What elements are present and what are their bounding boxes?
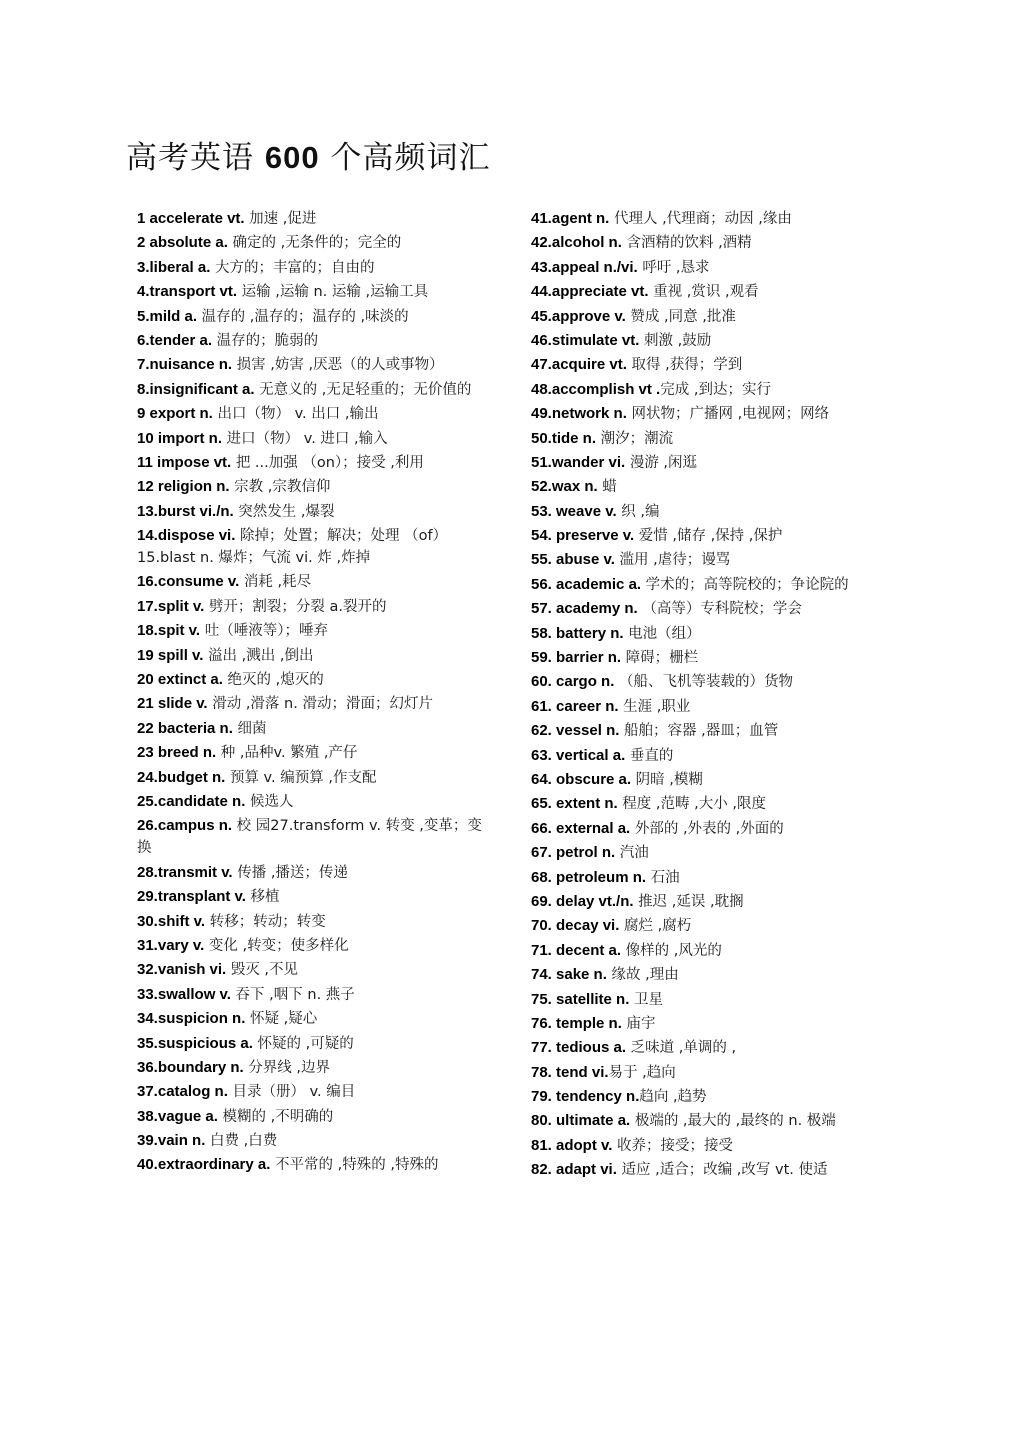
vocab-definition: 乏味道 ,单调的 ,: [626, 1040, 737, 1057]
vocab-definition: 预算 v. 编预算 ,作支配: [225, 769, 377, 786]
vocab-word: 66. external a.: [531, 819, 631, 837]
vocab-entry: [531, 891, 881, 913]
vocab-word: 23 breed n.: [137, 744, 217, 762]
vocab-entry: [137, 791, 487, 813]
vocab-entry: [531, 403, 881, 425]
vocab-word: 60. cargo n.: [531, 673, 615, 691]
vocab-definition: 蜡: [597, 479, 617, 496]
vocab-entry: [531, 281, 881, 303]
vocab-definition: 移植: [245, 889, 280, 906]
vocab-entry: [531, 306, 881, 328]
vocabulary-column-right: [531, 208, 881, 1184]
vocab-entry: [531, 867, 881, 889]
vocab-definition: 织 ,编: [616, 503, 660, 520]
vocab-word: 50.tide n.: [531, 429, 597, 447]
vocab-entry: [137, 1154, 487, 1176]
vocab-word: 74. sake n.: [531, 966, 607, 984]
vocab-definition: 怀疑的 ,可疑的: [252, 1035, 354, 1052]
vocab-word: 2 absolute a.: [137, 234, 228, 252]
vocab-word: 42.alcohol n.: [531, 234, 622, 252]
vocab-entry: [531, 696, 881, 718]
vocab-definition: 障碍；栅栏: [621, 650, 699, 667]
vocab-entry: [531, 598, 881, 620]
vocab-entry: [531, 769, 881, 791]
vocab-definition: 候选人: [245, 793, 294, 810]
vocab-word: 6.tender a.: [137, 331, 213, 349]
vocab-definition: 适应 ,适合；改编 ,改写 vt. 使适: [616, 1162, 828, 1179]
vocab-definition: 运输 ,运输 n. 运输 ,运输工具: [237, 284, 429, 301]
vocab-definition: 种 ,品种v. 繁殖 ,产仔: [216, 745, 358, 762]
vocab-word: 22 bacteria n.: [137, 719, 233, 737]
vocab-entry: [531, 671, 881, 693]
vocab-word: 16.consume v.: [137, 573, 240, 591]
vocab-definition: 把 ...加强 （on）；接受 ,利用: [231, 454, 424, 471]
vocab-entry: [137, 525, 487, 569]
vocab-definition: 外部的 ,外表的 ,外面的: [630, 820, 784, 837]
vocab-definition: 溢出 ,溅出 ,倒出: [203, 647, 314, 664]
vocab-definition: 爱惜 ,储存 ,保持 ,保护: [634, 528, 783, 545]
vocab-entry: [137, 862, 487, 884]
vocab-entry: [137, 501, 487, 523]
vocab-entry: [137, 379, 487, 401]
vocab-word: 46.stimulate vt.: [531, 331, 640, 349]
vocab-definition: 吐（唾液等）；唾弃: [200, 623, 328, 640]
vocab-definition: 学术的；高等院校的；争论院的: [641, 576, 849, 593]
vocab-word: 14.dispose vi.: [137, 527, 236, 545]
vocab-definition: 卫星: [629, 991, 663, 1008]
vocab-entry: [531, 745, 881, 767]
vocab-definition: 宗教 ,宗教信仰: [229, 479, 331, 496]
vocab-word: 71. decent a.: [531, 941, 622, 959]
title-suffix: 个高频词汇: [330, 140, 491, 176]
vocab-entry: [531, 1135, 881, 1157]
vocab-word: 63. vertical a.: [531, 746, 626, 764]
vocab-entry: [137, 476, 487, 498]
vocab-entry: [137, 1008, 487, 1030]
vocab-word: 55. abuse v.: [531, 551, 615, 569]
vocab-word: 30.shift v.: [137, 912, 206, 930]
vocab-word: 51.wander vi.: [531, 453, 626, 471]
vocab-definition: 含酒精的饮料 ,酒精: [621, 235, 752, 252]
vocab-entry: [531, 232, 881, 254]
vocab-entry: [531, 915, 881, 937]
vocab-definition: 程度 ,范畴 ,大小 ,限度: [617, 796, 766, 813]
vocab-definition: 怀疑 ,疑心: [245, 1011, 318, 1028]
vocab-entry: [531, 354, 881, 376]
vocab-definition: 传播 ,播送；传递: [232, 864, 348, 881]
vocab-word: 10 import n.: [137, 429, 223, 447]
vocab-word: 34.suspicion n.: [137, 1010, 246, 1028]
vocab-word: 54. preserve v.: [531, 527, 635, 545]
vocab-word: 70. decay vi.: [531, 917, 620, 935]
vocab-entry: [137, 571, 487, 593]
vocab-definition: 缘故 ,理由: [606, 967, 679, 984]
vocab-entry: [531, 452, 881, 474]
vocab-word: 57. academy n.: [531, 600, 638, 618]
vocab-entry: [137, 669, 487, 691]
vocab-word: 61. career n.: [531, 697, 619, 715]
vocab-word: 35.suspicious a.: [137, 1034, 253, 1052]
vocab-definition: 模糊的 ,不明确的: [217, 1108, 334, 1125]
vocab-word: 38.vague a.: [137, 1107, 218, 1125]
vocab-word: 75. satellite n.: [531, 990, 630, 1008]
vocab-definition: 垂直的: [625, 747, 674, 764]
vocab-word: 13.burst vi./n.: [137, 502, 234, 520]
vocab-definition: 船舶；容器 ,器皿；血管: [619, 723, 779, 740]
vocab-definition: 代理人 ,代理商；动因 ,缘由: [609, 211, 792, 227]
vocab-entry: [137, 742, 487, 764]
vocab-entry: [137, 1033, 487, 1055]
vocab-entry: [137, 306, 487, 328]
vocab-definition: 生涯 ,职业: [618, 698, 691, 715]
vocab-entry: [137, 959, 487, 981]
vocab-word: 47.acquire vt.: [531, 356, 627, 374]
vocab-definition: 细菌: [232, 720, 267, 737]
vocab-word: 31.vary v.: [137, 936, 205, 954]
vocab-word: 5.mild a.: [137, 307, 198, 325]
vocab-entry: [531, 525, 881, 547]
vocab-entry: [531, 1062, 881, 1084]
vocab-word: 64. obscure a.: [531, 770, 632, 788]
vocab-entry: [531, 379, 881, 401]
vocab-definition: 大方的；丰富的；自由的: [210, 259, 375, 276]
vocab-definition: 趋向 ,趋势: [639, 1089, 707, 1106]
vocab-definition: 校 园27.transform v. 转变 ,变革；变换: [137, 818, 482, 857]
vocab-definition: 收养；接受；接受: [612, 1137, 734, 1154]
vocab-word: 58. battery n.: [531, 624, 624, 642]
vocab-entry: [531, 208, 881, 230]
vocab-definition: 推迟 ,延误 ,耽搁: [633, 893, 744, 910]
vocab-definition: 腐烂 ,腐朽: [619, 918, 692, 935]
vocab-entry: [137, 984, 487, 1006]
vocab-definition: 刺激 ,鼓励: [639, 332, 712, 349]
vocab-entry: [137, 428, 487, 450]
vocab-entry: [137, 596, 487, 618]
vocab-definition: 滥用 ,虐待；谩骂: [614, 552, 731, 569]
vocab-definition: 网状物；广播网 ,电视网；网络: [626, 406, 830, 423]
vocab-definition: 绝灭的 ,熄灭的: [222, 672, 324, 689]
vocab-word: 45.approve v.: [531, 307, 626, 325]
vocab-definition: 汽油: [615, 845, 649, 862]
vocab-entry: [137, 693, 487, 715]
vocab-definition: 重视 ,赏识 ,观看: [648, 284, 759, 301]
vocab-entry: [137, 1081, 487, 1103]
vocab-word: 79. tendency n.: [531, 1088, 640, 1106]
vocab-entry: [531, 964, 881, 986]
vocab-word: 80. ultimate a.: [531, 1112, 631, 1130]
vocab-word: 44.appreciate vt.: [531, 283, 649, 301]
vocab-word: 39.vain n.: [137, 1132, 206, 1150]
vocab-definition: 吞下 ,咽下 n. 燕子: [230, 986, 355, 1003]
vocab-entry: [531, 842, 881, 864]
vocab-definition: 加速 ,促进: [244, 211, 317, 227]
vocab-definition: 出口（物） v. 出口 ,输出: [212, 406, 379, 423]
vocab-word: 49.network n.: [531, 405, 627, 423]
vocab-word: 59. barrier n.: [531, 649, 622, 667]
vocab-definition: 转移；转动；转变: [205, 913, 326, 930]
vocab-entry: [137, 1057, 487, 1079]
vocab-definition: 像样的 ,风光的: [621, 942, 722, 959]
vocab-definition: 温存的 ,温存的；温存的 ,味淡的: [197, 308, 409, 325]
vocab-word: 43.appeal n./vi.: [531, 258, 638, 276]
vocab-word: 52.wax n.: [531, 478, 598, 496]
vocab-entry: [137, 232, 487, 254]
vocab-entry: [137, 767, 487, 789]
vocab-entry: [531, 1037, 881, 1059]
vocab-word: 67. petrol n.: [531, 844, 616, 862]
vocab-definition: 漫游 ,闲逛: [625, 454, 698, 471]
vocab-definition: 分界线 ,边界: [243, 1059, 331, 1076]
vocab-word: 3.liberal a.: [137, 258, 211, 276]
vocab-word: 21 slide v.: [137, 695, 208, 713]
vocab-entry: [531, 1110, 881, 1132]
vocab-entry: [531, 940, 881, 962]
vocab-definition: 潮汐；潮流: [596, 430, 674, 447]
vocab-definition: 消耗 ,耗尽: [239, 574, 312, 591]
vocab-definition: 取得 ,获得；学到: [626, 357, 743, 374]
vocab-definition: 完成 ,到达；实行: [660, 381, 771, 398]
vocab-entry: [137, 815, 487, 859]
vocab-word: 11 impose vt.: [137, 453, 232, 471]
vocab-entry: [531, 330, 881, 352]
vocab-word: 65. extent n.: [531, 795, 618, 813]
vocab-entry: [137, 935, 487, 957]
vocab-entry: [531, 720, 881, 742]
vocab-word: 48.accomplish vt .: [531, 380, 661, 398]
vocab-definition: 不平常的 ,特殊的 ,特殊的: [270, 1157, 439, 1174]
vocab-entry: [137, 645, 487, 667]
vocab-definition: （高等）专科院校；学会: [637, 601, 802, 618]
vocab-word: 4.transport vt.: [137, 283, 238, 301]
vocab-word: 20 extinct a.: [137, 671, 223, 689]
vocab-entry: [531, 476, 881, 498]
vocab-word: 78. tend vi.: [531, 1063, 609, 1081]
vocab-word: 19 spill v.: [137, 646, 204, 664]
vocab-entry: [531, 574, 881, 596]
title-number: 600: [264, 140, 320, 175]
vocab-definition: 赞成 ,同意 ,批准: [625, 308, 736, 325]
vocab-definition: 石油: [646, 869, 680, 886]
vocab-word: 62. vessel n.: [531, 722, 620, 740]
vocab-word: 26.campus n.: [137, 817, 233, 835]
vocab-definition: 电池（组）: [623, 625, 701, 642]
vocab-word: 28.transmit v.: [137, 863, 233, 881]
vocab-word: 77. tedious a.: [531, 1039, 627, 1057]
vocab-entry: [137, 330, 487, 352]
vocab-entry: [137, 208, 487, 230]
vocab-entry: [137, 281, 487, 303]
vocab-definition: 白费 ,白费: [205, 1133, 278, 1150]
vocab-word: 68. petroleum n.: [531, 868, 647, 886]
vocab-word: 37.catalog n.: [137, 1083, 228, 1101]
vocab-entry: [531, 623, 881, 645]
vocab-definition: 无意义的 ,无足轻重的；无价值的: [254, 381, 472, 398]
vocab-entry: [531, 257, 881, 279]
vocab-word: 41.agent n.: [531, 210, 610, 227]
vocab-definition: 目录（册） v. 编目: [227, 1084, 356, 1101]
vocab-definition: 突然发生 ,爆裂: [233, 503, 335, 520]
vocab-entry: [137, 257, 487, 279]
vocab-definition: 极端的 ,最大的 ,最终的 n. 极端: [630, 1113, 836, 1130]
vocab-word: 36.boundary n.: [137, 1058, 244, 1076]
vocab-word: 24.budget n.: [137, 768, 226, 786]
vocab-word: 25.candidate n.: [137, 792, 246, 810]
vocab-entry: [531, 647, 881, 669]
vocab-word: 33.swallow v.: [137, 985, 231, 1003]
vocab-word: 12 religion n.: [137, 478, 230, 496]
vocab-entry: [137, 620, 487, 642]
vocab-word: 18.spit v.: [137, 622, 201, 640]
vocab-entry: [137, 1106, 487, 1128]
vocab-word: 40.extraordinary a.: [137, 1156, 271, 1174]
vocab-entry: [137, 718, 487, 740]
vocab-entry: [531, 989, 881, 1011]
vocab-definition: 变化 ,转变；使多样化: [204, 937, 349, 954]
vocab-definition: 温存的；脆弱的: [212, 332, 319, 349]
vocab-definition: 损害 ,妨害 ,厌恶（的人或事物）: [232, 357, 444, 374]
vocab-word: 7.nuisance n.: [137, 356, 233, 374]
vocab-entry: [137, 911, 487, 933]
vocab-definition: 进口（物） v. 进口 ,输入: [222, 430, 388, 447]
vocab-entry: [531, 818, 881, 840]
vocab-definition: （船、飞机等装载的）货物: [614, 674, 793, 691]
vocab-definition: 劈开；割裂；分裂 a.裂开的: [204, 598, 387, 615]
title-prefix: 高考英语: [126, 140, 254, 176]
vocab-word: 32.vanish vi.: [137, 961, 227, 979]
vocab-definition: 呼吁 ,恳求: [637, 259, 710, 276]
vocab-word: 76. temple n.: [531, 1014, 622, 1032]
vocab-entry: [137, 1130, 487, 1152]
vocab-definition: 庙宇: [621, 1015, 656, 1032]
vocab-definition: 滑动 ,滑落 n. 滑动；滑面；幻灯片: [207, 696, 433, 713]
vocab-entry: [137, 886, 487, 908]
vocab-word: 8.insignificant a.: [137, 380, 255, 398]
vocab-word: 29.transplant v.: [137, 888, 246, 906]
vocab-entry: [137, 452, 487, 474]
vocab-definition: 阴暗 ,模糊: [631, 771, 703, 788]
vocab-word: 82. adapt vi.: [531, 1161, 617, 1179]
vocab-word: 53. weave v.: [531, 502, 617, 520]
vocabulary-column-left: [137, 208, 487, 1179]
vocab-entry: [531, 1086, 881, 1108]
vocab-definition: 确定的 ,无条件的；完全的: [227, 235, 402, 252]
vocab-definition: 除掉；处置；解决；处理 （of） 15.blast n. 爆炸；气流 vi. 炸 ,炸掉: [137, 528, 448, 567]
page-title: [126, 132, 490, 177]
vocab-word: 56. academic a.: [531, 575, 642, 593]
vocab-word: 9 export n.: [137, 405, 213, 423]
vocab-word: 69. delay vt./n.: [531, 892, 634, 910]
vocab-definition: 易于 ,趋向: [608, 1064, 676, 1081]
vocab-word: 81. adopt v.: [531, 1136, 613, 1154]
vocab-entry: [531, 793, 881, 815]
vocab-entry: [137, 403, 487, 425]
vocab-entry: [531, 428, 881, 450]
vocab-word: 17.split v.: [137, 597, 205, 615]
vocab-entry: [531, 1159, 881, 1181]
vocab-entry: [137, 354, 487, 376]
vocab-entry: [531, 501, 881, 523]
vocab-entry: [531, 1013, 881, 1035]
vocab-definition: 毁灭 ,不见: [226, 962, 299, 979]
vocab-entry: [531, 549, 881, 571]
vocab-word: 1 accelerate vt.: [137, 210, 245, 227]
